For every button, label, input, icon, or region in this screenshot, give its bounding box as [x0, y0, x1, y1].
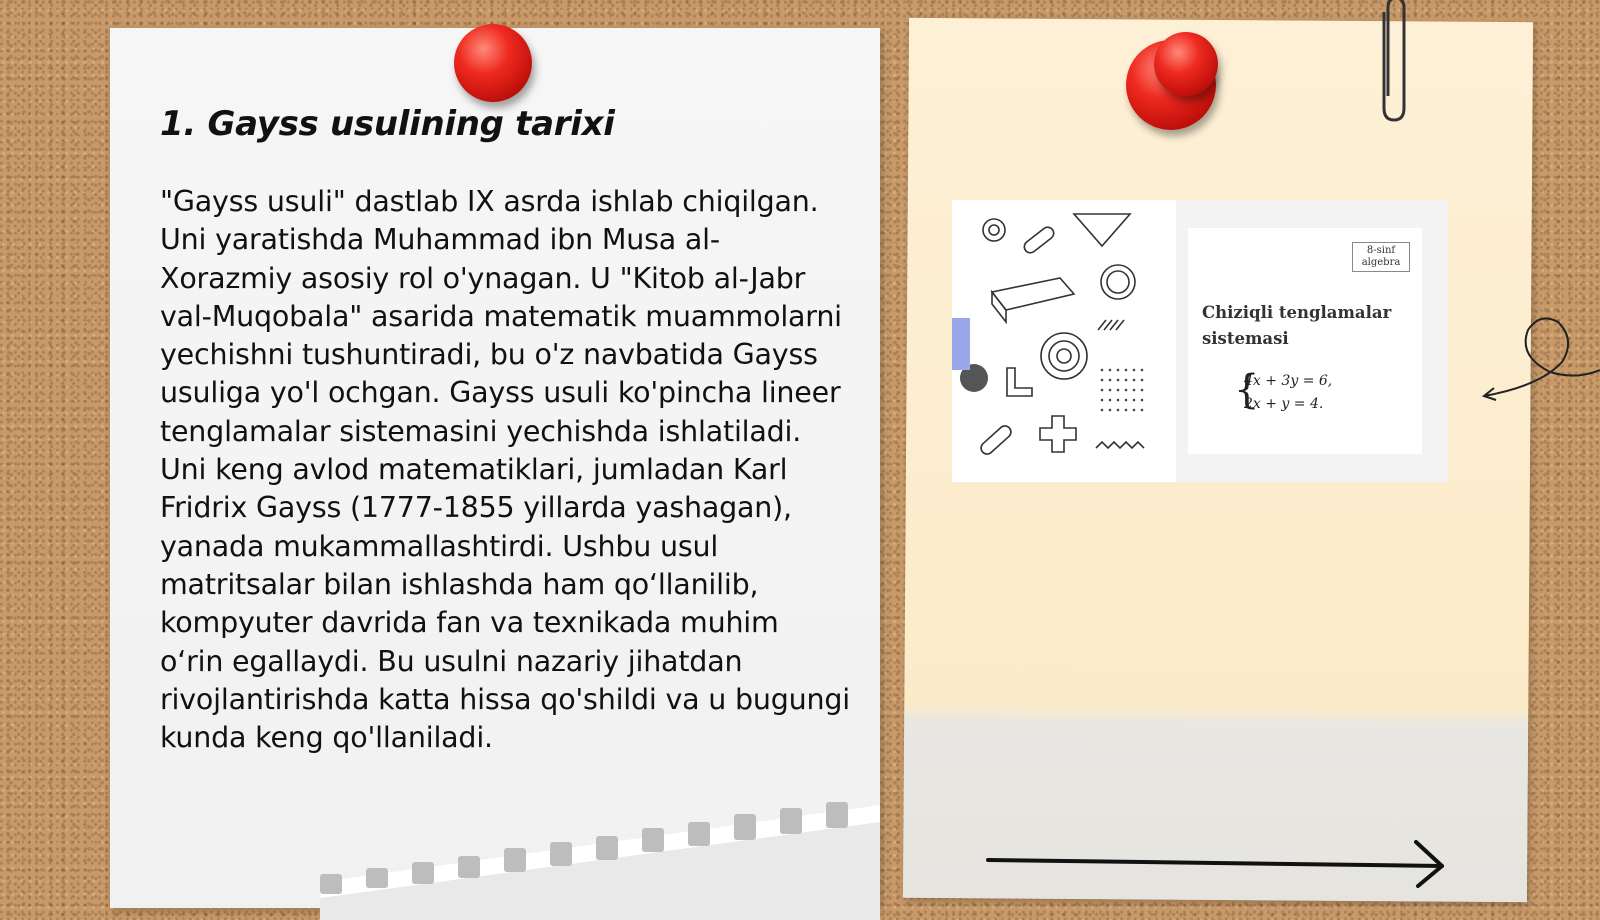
history-paragraph: "Gayss usuli" dastlab IX asrda ishlab chiqilgan. Uni yaratishda Muhammad ibn Musa al-Xorazmiy asosiy rol o'ynagan. U "Kitob al-Jabr val-Muqobala" asarida matematik muammolarni yechishni tushuntiradi, bu o'z navbatida Gayss usuliga yo'l ochgan. Gayss usuli ko'pincha lineer tenglamalar sistemasini yechishda ishlatiladi. Uni keng avlod matematiklari, jumladan Karl Fridrix Gayss (1777-1855 yillarda yashagan), yanada mukammallashtirdi. Ushbu usul matritsalar bilan ishlashda ham qo‘llanilib, kompyuter davrida fan va texnikada muhim o‘rin egallaydi. Bu usulni nazariy jihatdan rivojlantirishda katta hissa qo'shildi va u bugungi kunda keng qo'llaniladi. — [160, 185, 850, 755]
textbook-cover-image — [952, 200, 1448, 482]
book-title: Chiziqli tenglamalar sistemasi — [1202, 303, 1392, 348]
equation-line-2: 2x + y = 4. — [1244, 396, 1324, 412]
geometric-shapes-icon — [952, 200, 1176, 482]
curly-arrow-icon — [1480, 310, 1600, 410]
equation-system — [1244, 370, 1332, 416]
pushpin-icon — [454, 24, 532, 102]
grade-badge — [1352, 242, 1410, 272]
torn-paper-edge — [320, 800, 880, 920]
grade-label: 8-sinf — [1366, 245, 1396, 256]
cover-pattern — [952, 200, 1176, 482]
equation-brace: { — [1234, 367, 1260, 413]
pushpin-icon — [1154, 32, 1218, 96]
subject-label: algebra — [1361, 257, 1401, 268]
paperclip-icon — [1376, 0, 1412, 125]
page-title: 1. Gayss usulining tarixi — [160, 104, 615, 144]
arrow-right-icon — [986, 838, 1448, 888]
equation-line-1: 4x + 3y = 6, — [1244, 373, 1333, 389]
